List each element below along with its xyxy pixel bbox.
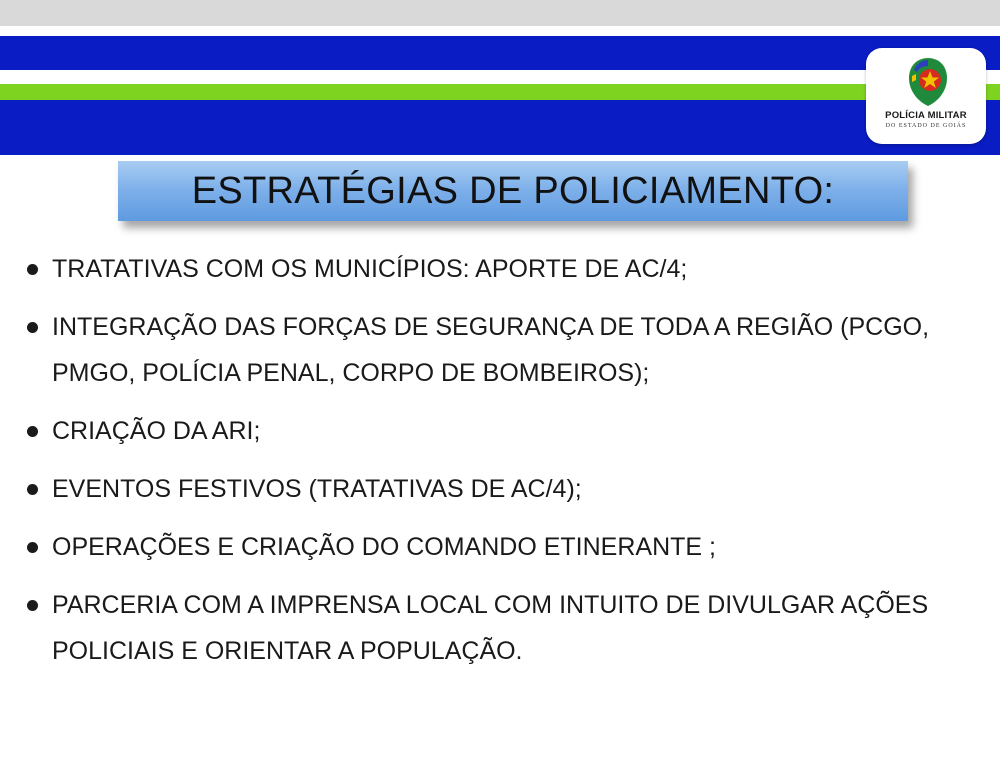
list-item-text: TRATATIVAS COM OS MUNICÍPIOS: APORTE DE AC/4; <box>52 255 688 283</box>
list-item-text: OPERAÇÕES E CRIAÇÃO DO COMANDO ETINERANTE ; <box>52 533 716 561</box>
list-item <box>0 524 1000 570</box>
bullet-dot-icon <box>27 426 38 437</box>
logo-title: POLÍCIA MILITAR <box>885 110 967 121</box>
slide-title: ESTRATÉGIAS DE POLICIAMENTO: <box>191 170 835 212</box>
strategy-list <box>0 246 1000 686</box>
header-white-stripe <box>0 70 1000 84</box>
list-item <box>0 408 1000 454</box>
slide-title-box <box>118 161 908 221</box>
list-item <box>0 246 1000 292</box>
header-green-stripe <box>0 84 1000 100</box>
list-item-text: INTEGRAÇÃO DAS FORÇAS DE SEGURANÇA DE TODA A REGIÃO (PCGO, PMGO, POLÍCIA PENAL, CORPO DE BOMBEIROS); <box>52 313 930 387</box>
bullet-dot-icon <box>27 600 38 611</box>
list-item <box>0 582 1000 674</box>
header-blue-band-bottom <box>0 100 1000 155</box>
pm-emblem-icon <box>906 56 950 108</box>
list-item <box>0 466 1000 512</box>
list-item <box>0 304 1000 396</box>
list-item-text: PARCERIA COM A IMPRENSA LOCAL COM INTUITO DE DIVULGAR AÇÕES POLICIAIS E ORIENTAR A POPULAÇÃO. <box>52 591 929 665</box>
pm-logo-badge <box>866 48 986 144</box>
bullet-dot-icon <box>27 542 38 553</box>
bullet-dot-icon <box>27 322 38 333</box>
list-item-text: CRIAÇÃO DA ARI; <box>52 417 261 445</box>
bullet-dot-icon <box>27 264 38 275</box>
bullet-dot-icon <box>27 484 38 495</box>
list-item-text: EVENTOS FESTIVOS (TRATATIVAS DE AC/4); <box>52 475 582 503</box>
header-blue-band-top <box>0 36 1000 70</box>
logo-subtitle: DO ESTADO DE GOIÁS <box>885 123 967 129</box>
top-gray-strip <box>0 0 1000 26</box>
